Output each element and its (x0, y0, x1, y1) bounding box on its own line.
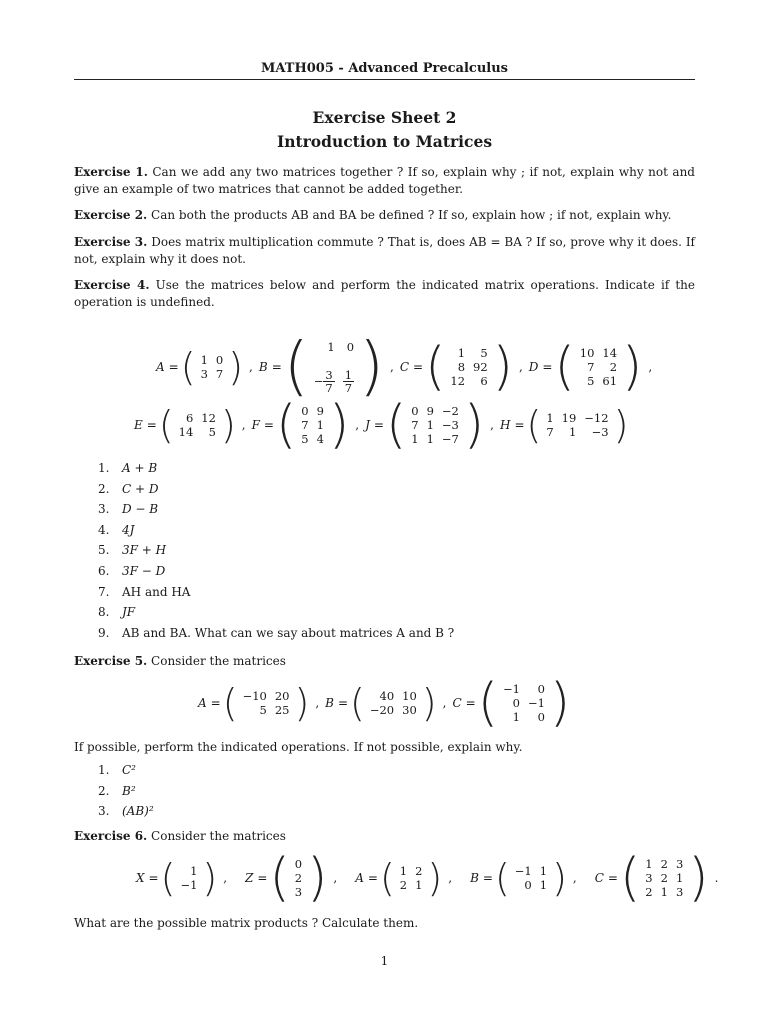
ex5-matrices: A = ( −10 20 5 25 ) , B = ( 40 10 −20 30 ) , C = ( −1 0 0 −1 1 0 ) (198, 673, 571, 733)
exercise-5 (74, 653, 695, 670)
ex6-question: What are the possible matrix products ? Calculate them. (74, 916, 419, 930)
exercise-text: Consider the matrices (151, 654, 286, 668)
sheet-subtitle: Introduction to Matrices (276, 132, 493, 151)
exercise-text: Use the matrices below and perform the indicated matrix operations. Indicate if the operation is undefined. (74, 278, 696, 309)
exercise-4 (74, 277, 695, 310)
list-item: 3. (AB)² (98, 804, 154, 819)
matrix-a: ( 1 0 3 7 ) (180, 345, 244, 389)
document-page (74, 0, 719, 1024)
page-header: MATH005 - Advanced Precalculus (261, 61, 508, 76)
exercise-6 (74, 828, 695, 845)
list-item: 5. 3F + H (98, 543, 167, 558)
matrix-c: ( 1 2 3 3 2 1 2 1 3 ) (619, 848, 709, 908)
exercise-text: Can we add any two matrices together ? If so, explain why ; if not, explain why not and give an example of two matrices that cannot be added together. (74, 165, 695, 196)
list-item: 3. D − B (98, 502, 159, 517)
list-item: 2. B² (98, 783, 136, 798)
exercise-text: Can both the products AB and BA be defined ? If so, explain how ; if not, explain why. (151, 208, 672, 222)
exercise-2 (74, 207, 695, 224)
matrix-b: ( 1 0 − $\frac{3}{7}$ $\frac{1}{7}$ ) (283, 330, 384, 404)
exercise-label: Exercise 3. (74, 235, 148, 249)
matrix-x: ( 1 −1 ) (160, 856, 218, 900)
list-item: 6. 3F − D (98, 563, 166, 578)
ex4-matrices-row-1: A = ( 1 0 3 7 ) , B = ( 1 0 − $\frac{3}{7}$ $\frac{1}{7}$ ) , C = ( 1 5 8 92 12 6 ) , D = ( 10 14 7 2 5 61 ) , (156, 330, 653, 404)
matrix-j: ( 0 9 −2 7 1 −3 1 1 −7 ) (385, 395, 485, 455)
matrix-b: ( −1 1 0 1 ) (494, 856, 567, 900)
matrix-e: ( 6 12 14 5 ) (158, 403, 236, 447)
ex4-matrices-row-2: E = ( 6 12 14 5 ) , F = ( 0 9 7 1 5 4 ) , J = ( 0 9 −2 7 1 −3 1 1 −7 ) , H = ( 1 19 −12 7 1 −3 ) (134, 395, 629, 455)
ex5-operation-list (98, 760, 154, 822)
matrix-d: ( 10 14 7 2 5 61 ) (554, 337, 643, 397)
exercise-1 (74, 164, 695, 197)
list-item: 2. C + D (98, 481, 159, 496)
list-item: 4. 4J (98, 522, 135, 537)
sheet-title: Exercise Sheet 2 (312, 108, 457, 127)
list-item: 9. AB and BA. What can we say about matrices A and B ? (98, 625, 455, 640)
exercise-label: Exercise 4. (74, 278, 150, 292)
ex4-operation-list (98, 458, 454, 643)
matrix-c: ( 1 5 8 92 12 6 ) (425, 337, 513, 397)
matrix-c: ( −1 0 0 −1 1 0 ) (477, 673, 571, 733)
exercise-3 (74, 234, 695, 267)
exercise-text: Does matrix multiplication commute ? That is, does AB = BA ? If so, prove why it does. If not, explain why it does not. (74, 235, 696, 266)
ex5-instructions: If possible, perform the indicated operations. If not possible, explain why. (74, 740, 523, 754)
exercise-label: Exercise 1. (74, 165, 148, 179)
matrix-a: ( 1 2 2 1 ) (379, 856, 443, 900)
list-item: 7. AH and HA (98, 584, 191, 599)
exercise-label: Exercise 6. (74, 829, 148, 843)
matrix-f: ( 0 9 7 1 5 4 ) (275, 395, 350, 455)
exercise-text: Consider the matrices (151, 829, 286, 843)
list-item: 8. JF (98, 605, 136, 620)
exercise-label: Exercise 2. (74, 208, 148, 222)
page-number: 1 (380, 954, 389, 968)
matrix-a: ( −10 20 5 25 ) (222, 681, 310, 725)
list-item: 1. C² (98, 763, 136, 777)
matrix-z: ( 0 2 3 ) (269, 848, 328, 908)
matrix-h: ( 1 19 −12 7 1 −3 ) (526, 403, 629, 447)
list-item: 1. A + B (98, 461, 158, 475)
matrix-b: ( 40 10 −20 30 ) (350, 681, 437, 725)
header-rule (74, 79, 695, 80)
exercise-label: Exercise 5. (74, 654, 148, 668)
ex6-matrices: X = ( 1 −1 ) , Z = ( 0 2 3 ) , A = ( 1 2 2 1 ) , B = ( −1 1 0 1 ) , C = ( 1 2 3 3 2 1 2 1 3 ) . (136, 848, 719, 908)
